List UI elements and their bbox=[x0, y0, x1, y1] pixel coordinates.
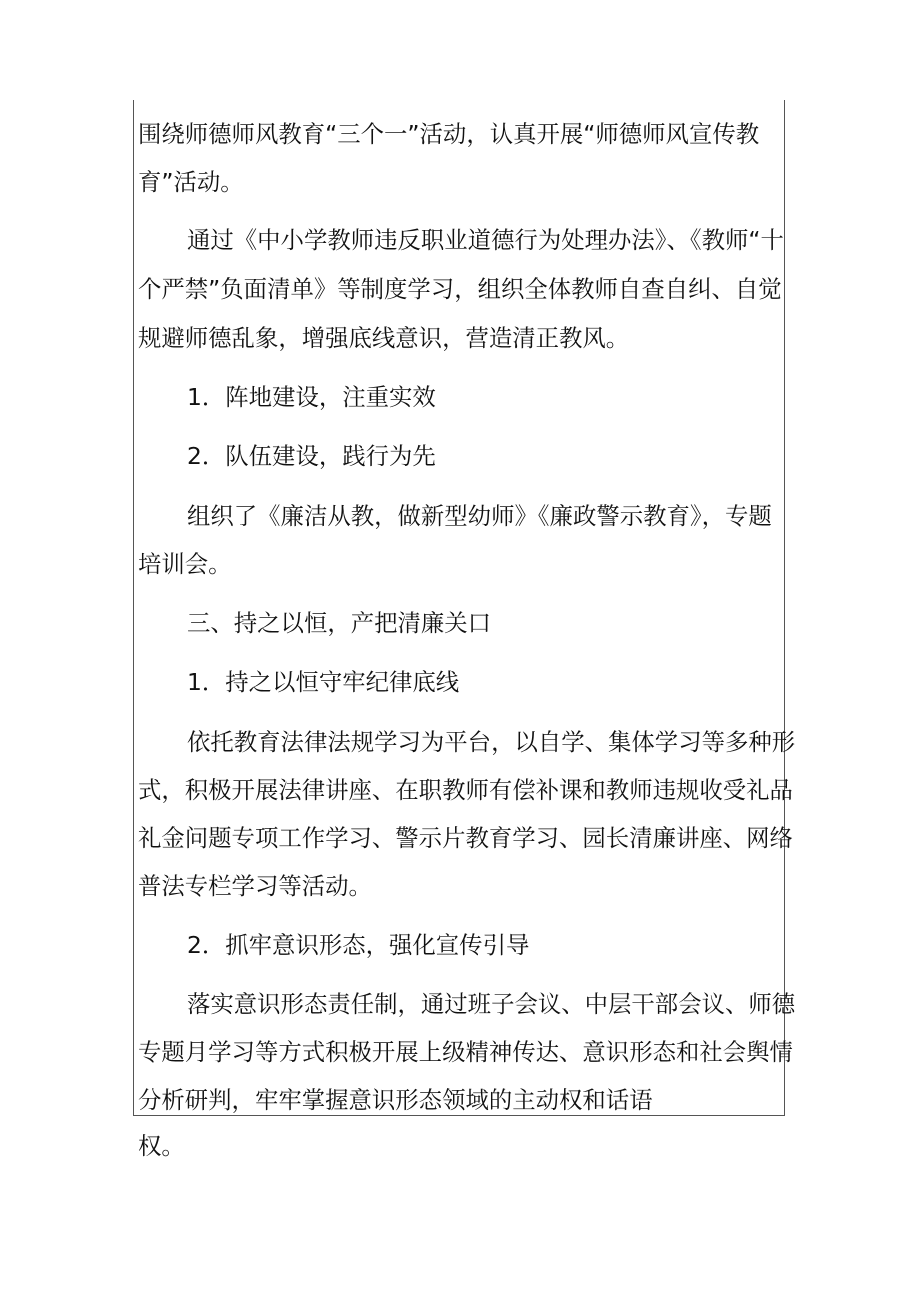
paragraph-line-13: 专题月学习等方式积极开展上级精神传达、意识形态和社会舆情 bbox=[138, 1038, 793, 1066]
paragraph-line-8: 依托教育法律法规学习为平台，以自学、集体学习等多种形 bbox=[187, 728, 796, 756]
paragraph-line-6: 组织了《廉洁从教，做新型幼师》《廉政警示教育》，专题 bbox=[187, 502, 772, 530]
paragraph-line-1: 围绕师德师风教育“三个一”活动，认真开展“师德师风宣传教 bbox=[138, 120, 760, 148]
list-item-2: 2．队伍建设，践行为先 bbox=[187, 442, 436, 470]
paragraph-line-12: 落实意识形态责任制，通过班子会议、中层干部会议、师德 bbox=[187, 990, 796, 1018]
paragraph-line-9: 式，积极开展法律讲座、在职教师有偿补课和教师违规收受礼品 bbox=[138, 776, 793, 804]
paragraph-line-2: 育”活动。 bbox=[138, 168, 244, 196]
list-item-1: 1．阵地建设，注重实效 bbox=[187, 383, 436, 411]
paragraph-line-15: 权。 bbox=[138, 1132, 185, 1160]
paragraph-line-11: 普法专栏学习等活动。 bbox=[138, 872, 372, 900]
paragraph-line-3: 通过《中小学教师违反职业道德行为处理办法》、《教师“十 bbox=[187, 226, 784, 254]
paragraph-line-10: 礼金问题专项工作学习、警示片教育学习、园长清廉讲座、网络 bbox=[138, 824, 793, 852]
paragraph-line-7: 培训会。 bbox=[138, 550, 232, 578]
paragraph-line-4: 个严禁”负面清单》等制度学习，组织全体教师自查自纠、自觉 bbox=[138, 275, 782, 303]
paragraph-line-5: 规避师德乱象，增强底线意识，营造清正教风。 bbox=[138, 324, 630, 352]
section-heading-3: 三、持之以恒，产把清廉关口 bbox=[187, 609, 492, 637]
list-item-4: 2．抓牢意识形态，强化宣传引导 bbox=[187, 931, 530, 959]
list-item-3: 1．持之以恒守牢纪律底线 bbox=[187, 668, 460, 696]
paragraph-line-14: 分析研判，牢牢掌握意识形态领域的主动权和话语 bbox=[138, 1086, 653, 1114]
